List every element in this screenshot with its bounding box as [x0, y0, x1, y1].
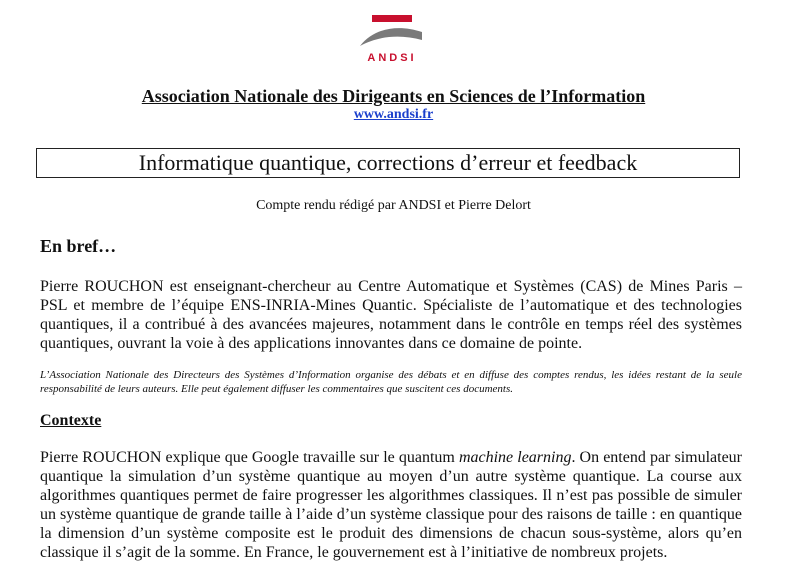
byline: Compte rendu rédigé par ANDSI et Pierre Delort: [256, 198, 531, 213]
organization-name: Association Nationale des Dirigeants en Sciences de l’Information: [141, 86, 646, 106]
section-heading-contexte: Contexte: [40, 412, 102, 429]
section-heading-bref: En bref…: [40, 236, 117, 256]
contexte-text-start: Pierre ROUCHON explique que Google travaille sur le quantum: [40, 449, 459, 466]
contexte-emphasis: machine learning: [458, 449, 572, 466]
logo-grey-swoosh: [360, 28, 422, 46]
logo-text: ANDSI: [367, 52, 417, 64]
contexte-text-end: . On entend par simulateur quantique la simulation d’un système quantique au moyen d’un autre système quantique. La course aux algorithmes quantiques permet de faire progresser les algorithmes classiques. Il n’est pas possible de simuler un système quantique de grande taille à l’aide d’un système classique pour des raisons de taille : en quantique la dimension d’un système composite est le produit des dimensions de chacun sous-système, alors qu’en classique il s’agit de la somme. En France, le gouvernement est à l’initiative de nombreux projets.: [40, 449, 743, 561]
bref-paragraph: Pierre ROUCHON est enseignant-chercheur au Centre Automatique et Systèmes (CAS) de Mines Paris – PSL et membre de l’équipe ENS-INRIA-Mines Quantic. Spécialiste de l’automatique et des technologies quantiques, il a contribué à des avancées majeures, notamment dans le contrôle en temps réel des systèmes quantiques, ouvrant la voie à des applications innovantes dans ce domaine de pointe.: [40, 278, 742, 352]
disclaimer-note: L’Association Nationale des Directeurs des Systèmes d’Information organise des débats et en diffuse des comptes rendus, les idées restant de la seule responsabilité de leurs auteurs. Elle peut également diffuser les commentaires que suscitent ces documents.: [40, 369, 742, 395]
contexte-paragraph: [40, 448, 742, 562]
document-title: Informatique quantique, corrections d’erreur et feedback: [36, 148, 740, 178]
website-link[interactable]: www.andsi.fr: [353, 107, 434, 122]
logo-red-bar: [372, 15, 412, 22]
